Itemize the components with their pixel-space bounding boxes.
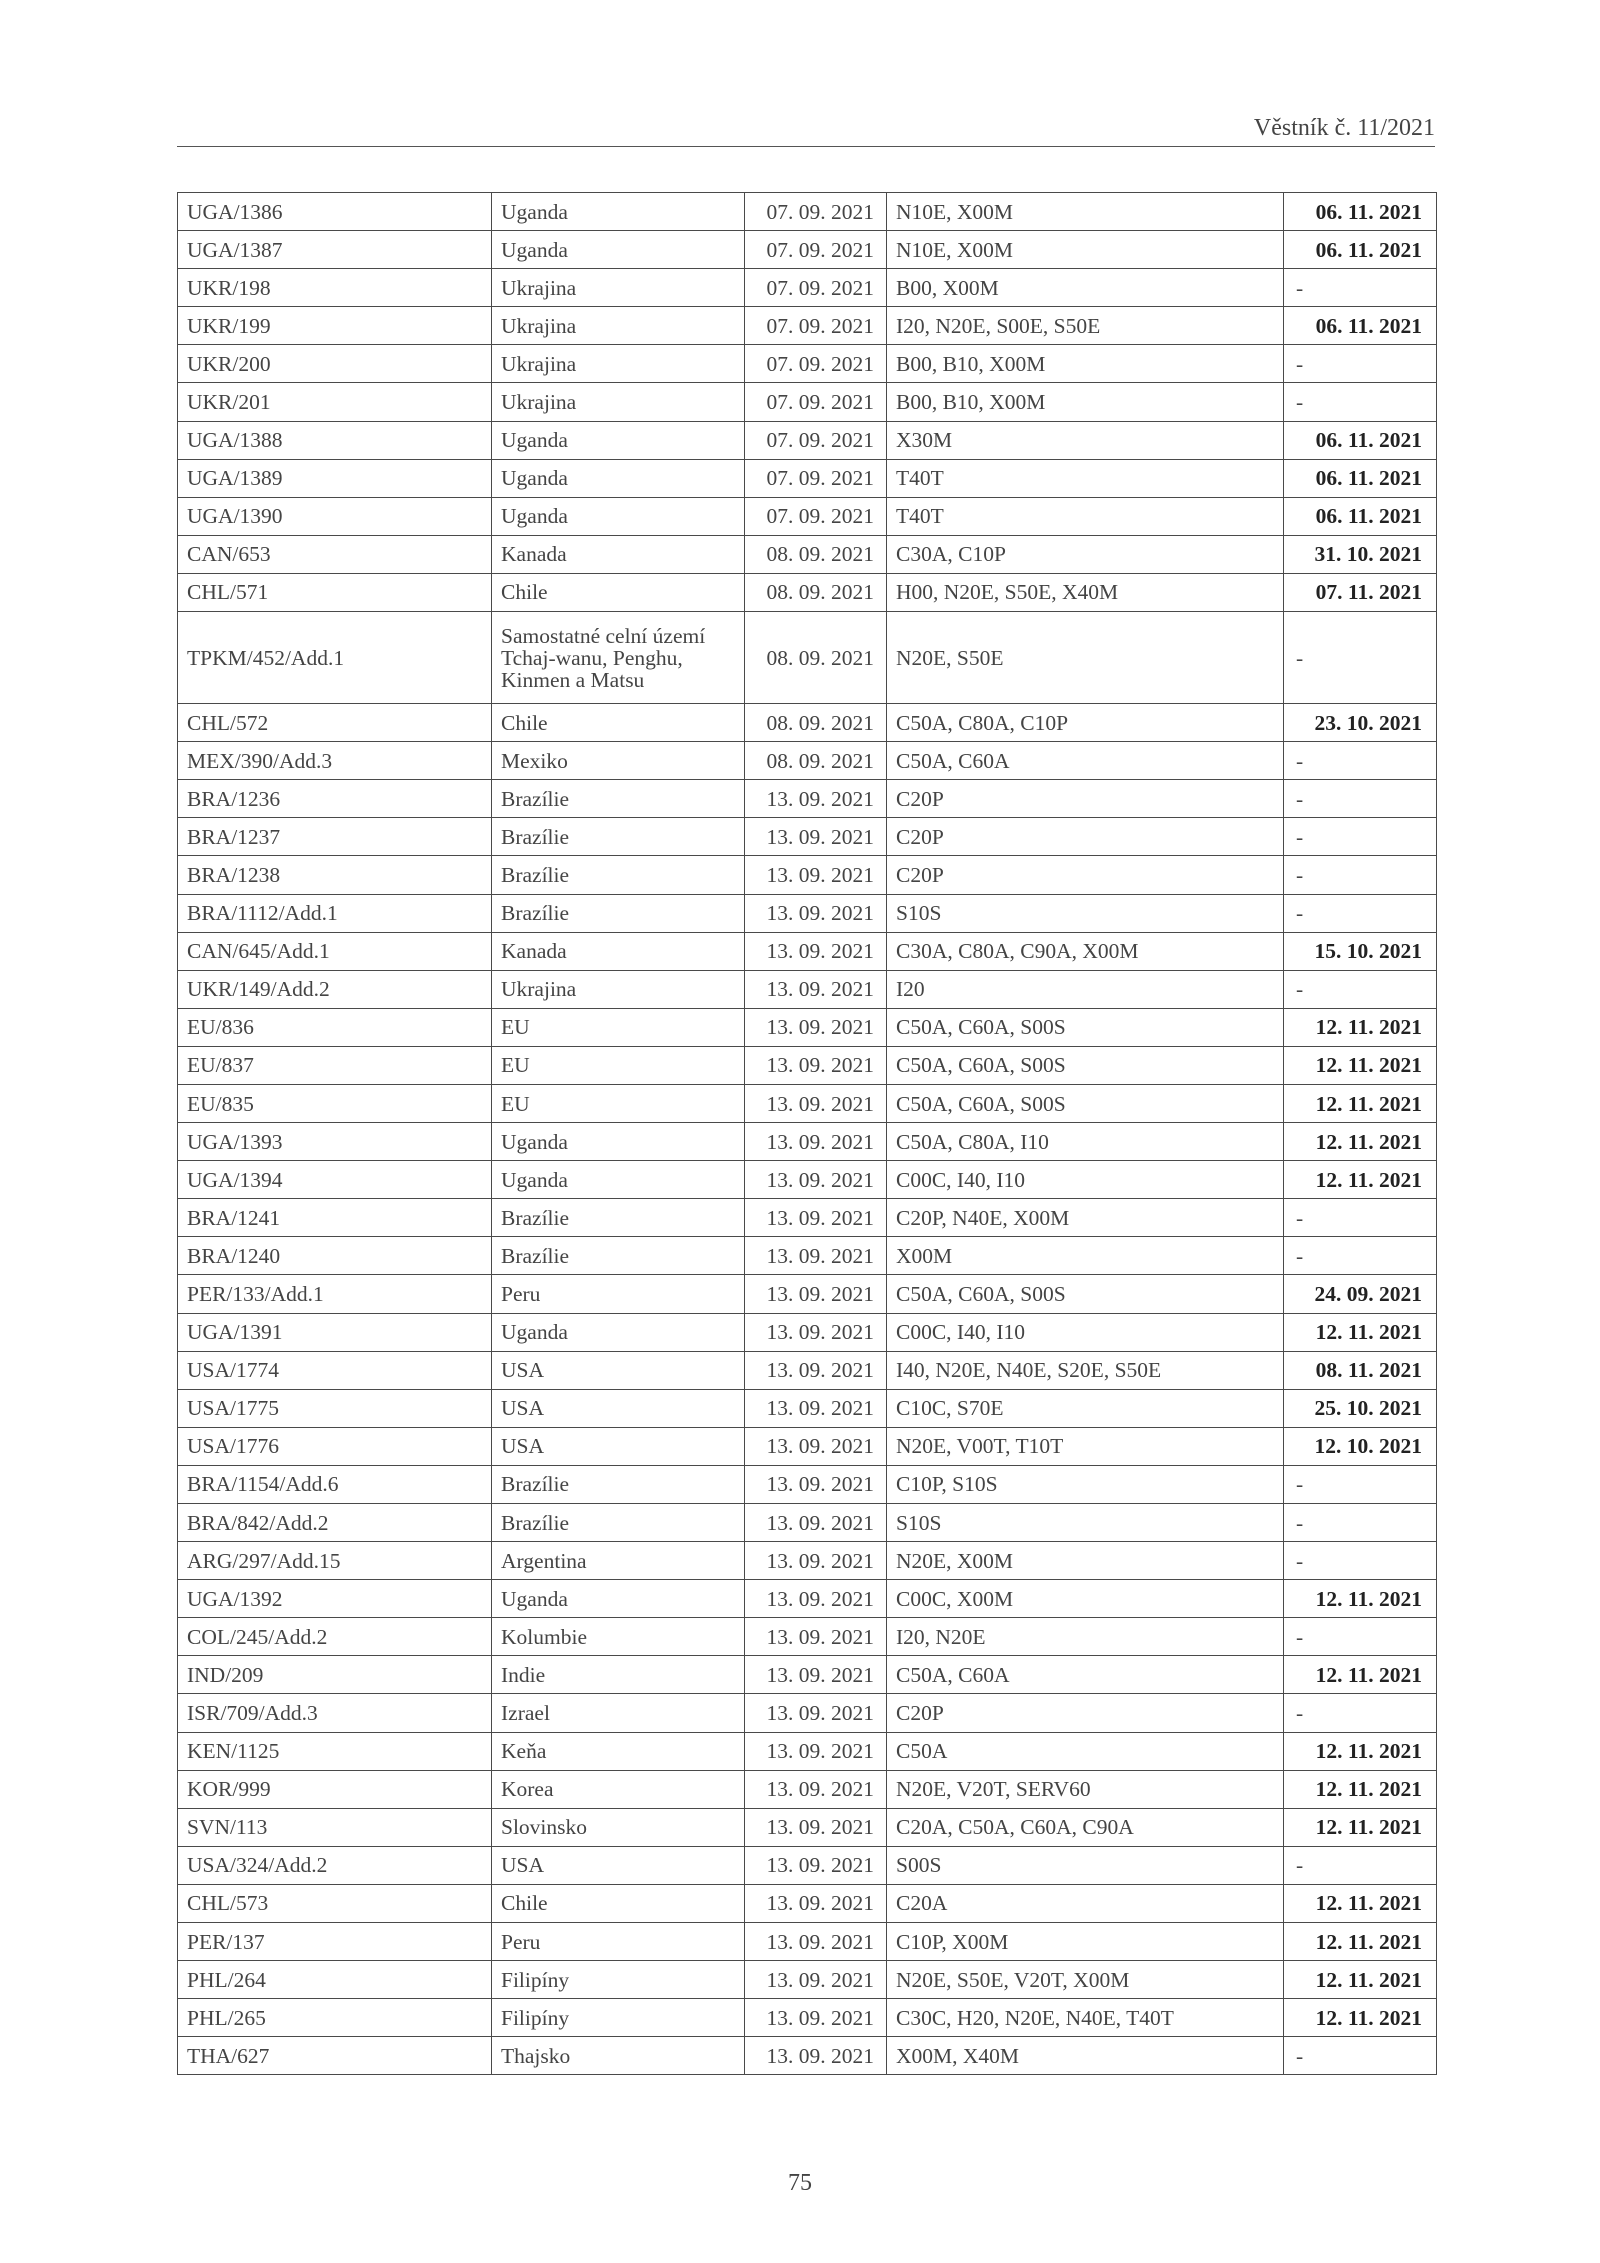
table-row: [178, 1580, 1437, 1618]
notification-code-cell: COL/245/Add.2: [178, 1618, 492, 1656]
table-row: [178, 932, 1437, 970]
notification-code-cell: UKR/201: [178, 383, 492, 421]
classification-codes-cell: I40, N20E, N40E, S20E, S50E: [887, 1351, 1284, 1389]
table-row: [178, 1846, 1437, 1884]
deadline-cell: -: [1284, 894, 1437, 932]
country-cell: Filipíny: [492, 1961, 745, 1999]
page-number: 75: [788, 2170, 812, 2196]
deadline-cell: -: [1284, 1504, 1437, 1542]
table-row: [178, 1008, 1437, 1046]
country-cell: Uganda: [492, 231, 745, 269]
deadline-cell: -: [1284, 970, 1437, 1008]
deadline-cell: -: [1284, 612, 1437, 704]
deadline-cell: 12. 11. 2021: [1284, 1732, 1437, 1770]
notification-code-cell: PER/133/Add.1: [178, 1275, 492, 1313]
deadline-cell: 12. 11. 2021: [1284, 1884, 1437, 1922]
deadline-cell: 06. 11. 2021: [1284, 459, 1437, 497]
notification-code-cell: USA/324/Add.2: [178, 1846, 492, 1884]
date-cell: 13. 09. 2021: [745, 1275, 887, 1313]
classification-codes-cell: C50A, C60A: [887, 742, 1284, 780]
notifications-table-body: [178, 193, 1437, 2075]
country-cell: Thajsko: [492, 2037, 745, 2075]
country-cell: Ukrajina: [492, 307, 745, 345]
deadline-cell: -: [1284, 818, 1437, 856]
date-cell: 13. 09. 2021: [745, 1732, 887, 1770]
date-cell: 13. 09. 2021: [745, 1199, 887, 1237]
classification-codes-cell: C00C, X00M: [887, 1580, 1284, 1618]
deadline-cell: -: [1284, 1618, 1437, 1656]
country-cell: Brazílie: [492, 1199, 745, 1237]
notification-code-cell: USA/1776: [178, 1427, 492, 1465]
notifications-table: [177, 192, 1437, 2075]
date-cell: 13. 09. 2021: [745, 1694, 887, 1732]
classification-codes-cell: T40T: [887, 459, 1284, 497]
country-cell: Keňa: [492, 1732, 745, 1770]
deadline-cell: -: [1284, 2037, 1437, 2075]
date-cell: 13. 09. 2021: [745, 1618, 887, 1656]
table-row: [178, 421, 1437, 459]
table-row: [178, 1923, 1437, 1961]
notification-code-cell: UGA/1391: [178, 1313, 492, 1351]
deadline-cell: 08. 11. 2021: [1284, 1351, 1437, 1389]
table-row: [178, 1884, 1437, 1922]
date-cell: 13. 09. 2021: [745, 1656, 887, 1694]
notification-code-cell: MEX/390/Add.3: [178, 742, 492, 780]
classification-codes-cell: S10S: [887, 1504, 1284, 1542]
country-cell: Argentina: [492, 1542, 745, 1580]
deadline-cell: 25. 10. 2021: [1284, 1389, 1437, 1427]
notification-code-cell: UGA/1394: [178, 1161, 492, 1199]
country-cell: EU: [492, 1008, 745, 1046]
date-cell: 13. 09. 2021: [745, 1770, 887, 1808]
notification-code-cell: UGA/1387: [178, 231, 492, 269]
table-row: [178, 818, 1437, 856]
classification-codes-cell: B00, B10, X00M: [887, 345, 1284, 383]
classification-codes-cell: X00M: [887, 1237, 1284, 1275]
deadline-cell: -: [1284, 780, 1437, 818]
classification-codes-cell: N20E, V00T, T10T: [887, 1427, 1284, 1465]
table-row: [178, 1961, 1437, 1999]
country-cell: Mexiko: [492, 742, 745, 780]
classification-codes-cell: C50A: [887, 1732, 1284, 1770]
deadline-cell: -: [1284, 1542, 1437, 1580]
date-cell: 13. 09. 2021: [745, 1580, 887, 1618]
classification-codes-cell: X00M, X40M: [887, 2037, 1284, 2075]
table-row: [178, 1618, 1437, 1656]
country-cell: USA: [492, 1389, 745, 1427]
deadline-cell: -: [1284, 1237, 1437, 1275]
notification-code-cell: EU/835: [178, 1084, 492, 1122]
country-cell: Chile: [492, 704, 745, 742]
country-cell: Filipíny: [492, 1999, 745, 2037]
deadline-cell: -: [1284, 1465, 1437, 1503]
classification-codes-cell: X30M: [887, 421, 1284, 459]
country-cell: Peru: [492, 1923, 745, 1961]
date-cell: 13. 09. 2021: [745, 856, 887, 894]
country-cell: Peru: [492, 1275, 745, 1313]
country-cell: USA: [492, 1351, 745, 1389]
date-cell: 07. 09. 2021: [745, 231, 887, 269]
deadline-cell: 07. 11. 2021: [1284, 573, 1437, 611]
date-cell: 08. 09. 2021: [745, 573, 887, 611]
date-cell: 07. 09. 2021: [745, 497, 887, 535]
deadline-cell: -: [1284, 269, 1437, 307]
table-row: [178, 1275, 1437, 1313]
country-cell: Uganda: [492, 1580, 745, 1618]
deadline-cell: 12. 11. 2021: [1284, 1313, 1437, 1351]
table-row: [178, 1046, 1437, 1084]
deadline-cell: 15. 10. 2021: [1284, 932, 1437, 970]
country-cell: Uganda: [492, 1123, 745, 1161]
table-row: [178, 1808, 1437, 1846]
table-row: [178, 1999, 1437, 2037]
deadline-cell: 12. 11. 2021: [1284, 1961, 1437, 1999]
notification-code-cell: BRA/1237: [178, 818, 492, 856]
notification-code-cell: PHL/265: [178, 1999, 492, 2037]
date-cell: 13. 09. 2021: [745, 1161, 887, 1199]
date-cell: 07. 09. 2021: [745, 345, 887, 383]
country-cell: Korea: [492, 1770, 745, 1808]
country-cell: EU: [492, 1084, 745, 1122]
country-cell: Indie: [492, 1656, 745, 1694]
notification-code-cell: BRA/1241: [178, 1199, 492, 1237]
notification-code-cell: UKR/200: [178, 345, 492, 383]
classification-codes-cell: C10C, S70E: [887, 1389, 1284, 1427]
classification-codes-cell: C20P: [887, 780, 1284, 818]
date-cell: 13. 09. 2021: [745, 1961, 887, 1999]
classification-codes-cell: C20A, C50A, C60A, C90A: [887, 1808, 1284, 1846]
deadline-cell: 12. 11. 2021: [1284, 1084, 1437, 1122]
country-cell: Ukrajina: [492, 269, 745, 307]
date-cell: 08. 09. 2021: [745, 535, 887, 573]
country-cell: Brazílie: [492, 1465, 745, 1503]
classification-codes-cell: C20P: [887, 818, 1284, 856]
table-row: [178, 780, 1437, 818]
notification-code-cell: SVN/113: [178, 1808, 492, 1846]
table-row: [178, 535, 1437, 573]
date-cell: 07. 09. 2021: [745, 307, 887, 345]
deadline-cell: -: [1284, 1846, 1437, 1884]
classification-codes-cell: N20E, S50E, V20T, X00M: [887, 1961, 1284, 1999]
country-cell: Brazílie: [492, 856, 745, 894]
classification-codes-cell: C50A, C60A, S00S: [887, 1046, 1284, 1084]
notification-code-cell: EU/836: [178, 1008, 492, 1046]
classification-codes-cell: S00S: [887, 1846, 1284, 1884]
deadline-cell: 12. 11. 2021: [1284, 1656, 1437, 1694]
classification-codes-cell: C00C, I40, I10: [887, 1161, 1284, 1199]
deadline-cell: 12. 11. 2021: [1284, 1770, 1437, 1808]
deadline-cell: 12. 11. 2021: [1284, 1123, 1437, 1161]
date-cell: 13. 09. 2021: [745, 1389, 887, 1427]
notification-code-cell: UKR/198: [178, 269, 492, 307]
deadline-cell: -: [1284, 856, 1437, 894]
country-cell: Ukrajina: [492, 345, 745, 383]
classification-codes-cell: N20E, S50E: [887, 612, 1284, 704]
classification-codes-cell: C20P, N40E, X00M: [887, 1199, 1284, 1237]
date-cell: 13. 09. 2021: [745, 818, 887, 856]
table-row: [178, 2037, 1437, 2075]
deadline-cell: 12. 11. 2021: [1284, 1808, 1437, 1846]
table-row: [178, 1656, 1437, 1694]
date-cell: 13. 09. 2021: [745, 1542, 887, 1580]
classification-codes-cell: N20E, V20T, SERV60: [887, 1770, 1284, 1808]
table-row: [178, 1084, 1437, 1122]
classification-codes-cell: C10P, X00M: [887, 1923, 1284, 1961]
country-cell: Uganda: [492, 497, 745, 535]
deadline-cell: 12. 11. 2021: [1284, 1923, 1437, 1961]
notification-code-cell: PER/137: [178, 1923, 492, 1961]
table-row: [178, 1123, 1437, 1161]
deadline-cell: -: [1284, 1694, 1437, 1732]
notification-code-cell: BRA/842/Add.2: [178, 1504, 492, 1542]
deadline-cell: 06. 11. 2021: [1284, 421, 1437, 459]
country-cell: Uganda: [492, 421, 745, 459]
date-cell: 13. 09. 2021: [745, 1123, 887, 1161]
classification-codes-cell: C00C, I40, I10: [887, 1313, 1284, 1351]
table-row: [178, 269, 1437, 307]
notification-code-cell: BRA/1154/Add.6: [178, 1465, 492, 1503]
country-cell: Uganda: [492, 1161, 745, 1199]
date-cell: 07. 09. 2021: [745, 269, 887, 307]
classification-codes-cell: C50A, C60A, S00S: [887, 1275, 1284, 1313]
notification-code-cell: ISR/709/Add.3: [178, 1694, 492, 1732]
notification-code-cell: UKR/199: [178, 307, 492, 345]
country-cell: Brazílie: [492, 894, 745, 932]
notification-code-cell: UGA/1388: [178, 421, 492, 459]
date-cell: 13. 09. 2021: [745, 2037, 887, 2075]
deadline-cell: 06. 11. 2021: [1284, 307, 1437, 345]
country-cell: Brazílie: [492, 780, 745, 818]
date-cell: 13. 09. 2021: [745, 1084, 887, 1122]
deadline-cell: 06. 11. 2021: [1284, 193, 1437, 231]
classification-codes-cell: C50A, C60A, S00S: [887, 1008, 1284, 1046]
table-row: [178, 704, 1437, 742]
notification-code-cell: UGA/1390: [178, 497, 492, 535]
country-cell: Izrael: [492, 1694, 745, 1732]
date-cell: 08. 09. 2021: [745, 704, 887, 742]
notification-code-cell: KOR/999: [178, 1770, 492, 1808]
date-cell: 13. 09. 2021: [745, 780, 887, 818]
date-cell: 13. 09. 2021: [745, 1237, 887, 1275]
classification-codes-cell: C20P: [887, 856, 1284, 894]
date-cell: 07. 09. 2021: [745, 459, 887, 497]
country-cell: Uganda: [492, 193, 745, 231]
date-cell: 13. 09. 2021: [745, 1923, 887, 1961]
country-cell: USA: [492, 1427, 745, 1465]
table-row: [178, 1465, 1437, 1503]
table-row: [178, 894, 1437, 932]
country-cell: Chile: [492, 573, 745, 611]
country-cell: Chile: [492, 1884, 745, 1922]
table-row: [178, 383, 1437, 421]
classification-codes-cell: C50A, C80A, C10P: [887, 704, 1284, 742]
deadline-cell: 12. 11. 2021: [1284, 1999, 1437, 2037]
deadline-cell: 31. 10. 2021: [1284, 535, 1437, 573]
table-row: [178, 459, 1437, 497]
table-row: [178, 345, 1437, 383]
date-cell: 13. 09. 2021: [745, 1808, 887, 1846]
classification-codes-cell: C50A, C60A: [887, 1656, 1284, 1694]
table-row: [178, 1313, 1437, 1351]
table-row: [178, 1732, 1437, 1770]
date-cell: 07. 09. 2021: [745, 421, 887, 459]
deadline-cell: 06. 11. 2021: [1284, 231, 1437, 269]
classification-codes-cell: T40T: [887, 497, 1284, 535]
classification-codes-cell: C30A, C80A, C90A, X00M: [887, 932, 1284, 970]
notification-code-cell: UGA/1393: [178, 1123, 492, 1161]
deadline-cell: 12. 11. 2021: [1284, 1046, 1437, 1084]
deadline-cell: -: [1284, 742, 1437, 780]
date-cell: 13. 09. 2021: [745, 1999, 887, 2037]
table-row: [178, 1427, 1437, 1465]
date-cell: 13. 09. 2021: [745, 1846, 887, 1884]
country-cell: Brazílie: [492, 1504, 745, 1542]
classification-codes-cell: N10E, X00M: [887, 193, 1284, 231]
table-row: [178, 1770, 1437, 1808]
date-cell: 08. 09. 2021: [745, 742, 887, 780]
deadline-cell: 12. 11. 2021: [1284, 1580, 1437, 1618]
notification-code-cell: CHL/571: [178, 573, 492, 611]
table-row: [178, 742, 1437, 780]
classification-codes-cell: B00, X00M: [887, 269, 1284, 307]
notification-code-cell: UGA/1392: [178, 1580, 492, 1618]
classification-codes-cell: N20E, X00M: [887, 1542, 1284, 1580]
notification-code-cell: CHL/572: [178, 704, 492, 742]
date-cell: 13. 09. 2021: [745, 1313, 887, 1351]
date-cell: 08. 09. 2021: [745, 612, 887, 704]
table-row: [178, 497, 1437, 535]
notification-code-cell: USA/1774: [178, 1351, 492, 1389]
date-cell: 07. 09. 2021: [745, 193, 887, 231]
classification-codes-cell: B00, B10, X00M: [887, 383, 1284, 421]
classification-codes-cell: C10P, S10S: [887, 1465, 1284, 1503]
notification-code-cell: TPKM/452/Add.1: [178, 612, 492, 704]
date-cell: 13. 09. 2021: [745, 1465, 887, 1503]
country-cell: Kolumbie: [492, 1618, 745, 1656]
table-row: [178, 1504, 1437, 1542]
deadline-cell: 06. 11. 2021: [1284, 497, 1437, 535]
date-cell: 13. 09. 2021: [745, 1504, 887, 1542]
table-row: [178, 1694, 1437, 1732]
date-cell: 13. 09. 2021: [745, 1884, 887, 1922]
country-cell: Brazílie: [492, 1237, 745, 1275]
deadline-cell: 23. 10. 2021: [1284, 704, 1437, 742]
date-cell: 07. 09. 2021: [745, 383, 887, 421]
country-cell: Slovinsko: [492, 1808, 745, 1846]
classification-codes-cell: C30A, C10P: [887, 535, 1284, 573]
notification-code-cell: KEN/1125: [178, 1732, 492, 1770]
country-cell: Ukrajina: [492, 383, 745, 421]
table-row: [178, 1351, 1437, 1389]
notification-code-cell: THA/627: [178, 2037, 492, 2075]
classification-codes-cell: C20P: [887, 1694, 1284, 1732]
classification-codes-cell: S10S: [887, 894, 1284, 932]
notification-code-cell: USA/1775: [178, 1389, 492, 1427]
notification-code-cell: BRA/1240: [178, 1237, 492, 1275]
deadline-cell: 12. 11. 2021: [1284, 1008, 1437, 1046]
country-cell: EU: [492, 1046, 745, 1084]
classification-codes-cell: C30C, H20, N20E, N40E, T40T: [887, 1999, 1284, 2037]
notification-code-cell: BRA/1236: [178, 780, 492, 818]
classification-codes-cell: N10E, X00M: [887, 231, 1284, 269]
notification-code-cell: EU/837: [178, 1046, 492, 1084]
table-row: [178, 1199, 1437, 1237]
notification-code-cell: PHL/264: [178, 1961, 492, 1999]
date-cell: 13. 09. 2021: [745, 932, 887, 970]
country-cell: USA: [492, 1846, 745, 1884]
country-cell: Kanada: [492, 535, 745, 573]
table-row: [178, 1237, 1437, 1275]
notification-code-cell: CAN/653: [178, 535, 492, 573]
table-row: [178, 193, 1437, 231]
classification-codes-cell: H00, N20E, S50E, X40M: [887, 573, 1284, 611]
table-row: [178, 856, 1437, 894]
date-cell: 13. 09. 2021: [745, 894, 887, 932]
date-cell: 13. 09. 2021: [745, 1046, 887, 1084]
deadline-cell: 12. 10. 2021: [1284, 1427, 1437, 1465]
country-cell: Ukrajina: [492, 970, 745, 1008]
date-cell: 13. 09. 2021: [745, 1008, 887, 1046]
notification-code-cell: CAN/645/Add.1: [178, 932, 492, 970]
notification-code-cell: CHL/573: [178, 1884, 492, 1922]
classification-codes-cell: C50A, C60A, S00S: [887, 1084, 1284, 1122]
page-header: [177, 110, 1435, 147]
deadline-cell: -: [1284, 383, 1437, 421]
country-cell: Uganda: [492, 1313, 745, 1351]
date-cell: 13. 09. 2021: [745, 970, 887, 1008]
table-row: [178, 1389, 1437, 1427]
table-row: [178, 1542, 1437, 1580]
bulletin-title: Věstník č. 11/2021: [1253, 115, 1435, 141]
deadline-cell: -: [1284, 345, 1437, 383]
country-cell: Brazílie: [492, 818, 745, 856]
classification-codes-cell: I20, N20E: [887, 1618, 1284, 1656]
notification-code-cell: BRA/1112/Add.1: [178, 894, 492, 932]
notification-code-cell: BRA/1238: [178, 856, 492, 894]
classification-codes-cell: I20: [887, 970, 1284, 1008]
notification-code-cell: UKR/149/Add.2: [178, 970, 492, 1008]
deadline-cell: 24. 09. 2021: [1284, 1275, 1437, 1313]
table-row: [178, 970, 1437, 1008]
table-row: [178, 307, 1437, 345]
notification-code-cell: IND/209: [178, 1656, 492, 1694]
table-row: [178, 1161, 1437, 1199]
deadline-cell: -: [1284, 1199, 1437, 1237]
notification-code-cell: ARG/297/Add.15: [178, 1542, 492, 1580]
classification-codes-cell: C50A, C80A, I10: [887, 1123, 1284, 1161]
date-cell: 13. 09. 2021: [745, 1351, 887, 1389]
country-cell: Uganda: [492, 459, 745, 497]
table-row: [178, 612, 1437, 704]
country-cell: Samostatné celní území Tchaj-wanu, Penghu, Kinmen a Matsu: [492, 612, 745, 704]
notification-code-cell: UGA/1386: [178, 193, 492, 231]
table-row: [178, 573, 1437, 611]
deadline-cell: 12. 11. 2021: [1284, 1161, 1437, 1199]
date-cell: 13. 09. 2021: [745, 1427, 887, 1465]
classification-codes-cell: C20A: [887, 1884, 1284, 1922]
table-row: [178, 231, 1437, 269]
classification-codes-cell: I20, N20E, S00E, S50E: [887, 307, 1284, 345]
country-cell: Kanada: [492, 932, 745, 970]
notification-code-cell: UGA/1389: [178, 459, 492, 497]
